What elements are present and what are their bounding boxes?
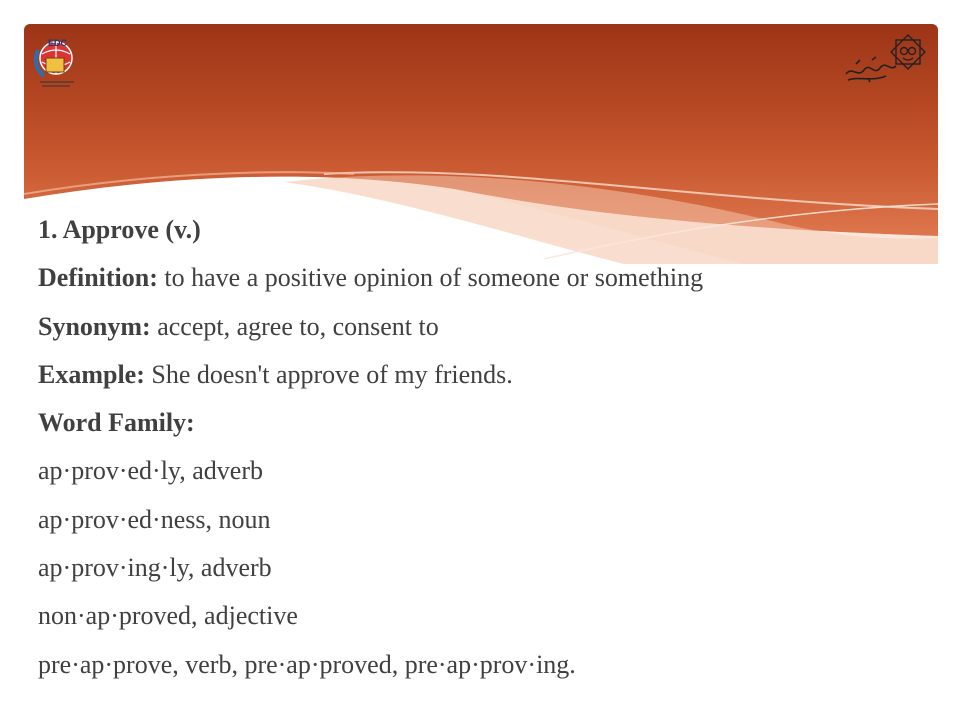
university-emblem-icon [838,30,930,88]
edc-globe-logo-icon [30,32,82,92]
example-text: She doesn't approve of my friends. [144,359,513,389]
word-family-item: ap·prov·ing·ly, adverb [38,553,272,583]
definition-text: to have a positive opinion of someone or something [157,263,704,293]
example-label: Example: [38,359,145,389]
synonym-line [38,303,918,351]
word-heading: 1. Approve (v.) [38,215,201,244]
synonym-text: accept, agree to, consent to [150,311,439,341]
definition-label: Definition: [38,263,158,293]
synonym-label: Synonym: [38,311,151,341]
word-family-label: Word Family: [38,408,195,438]
svg-text:EDC: EDC [48,38,68,48]
slide-body [38,206,918,689]
word-family-item: non·ap·proved, adjective [38,601,298,631]
word-family-item: ap·prov·ed·ness, noun [38,504,271,534]
word-family-item: ap·prov·ed·ly, adverb [38,456,263,486]
word-family-item: pre·ap·prove, verb, pre·ap·proved, pre·ap·prov·ing. [38,649,576,679]
definition-line [38,254,918,302]
example-line [38,351,918,399]
